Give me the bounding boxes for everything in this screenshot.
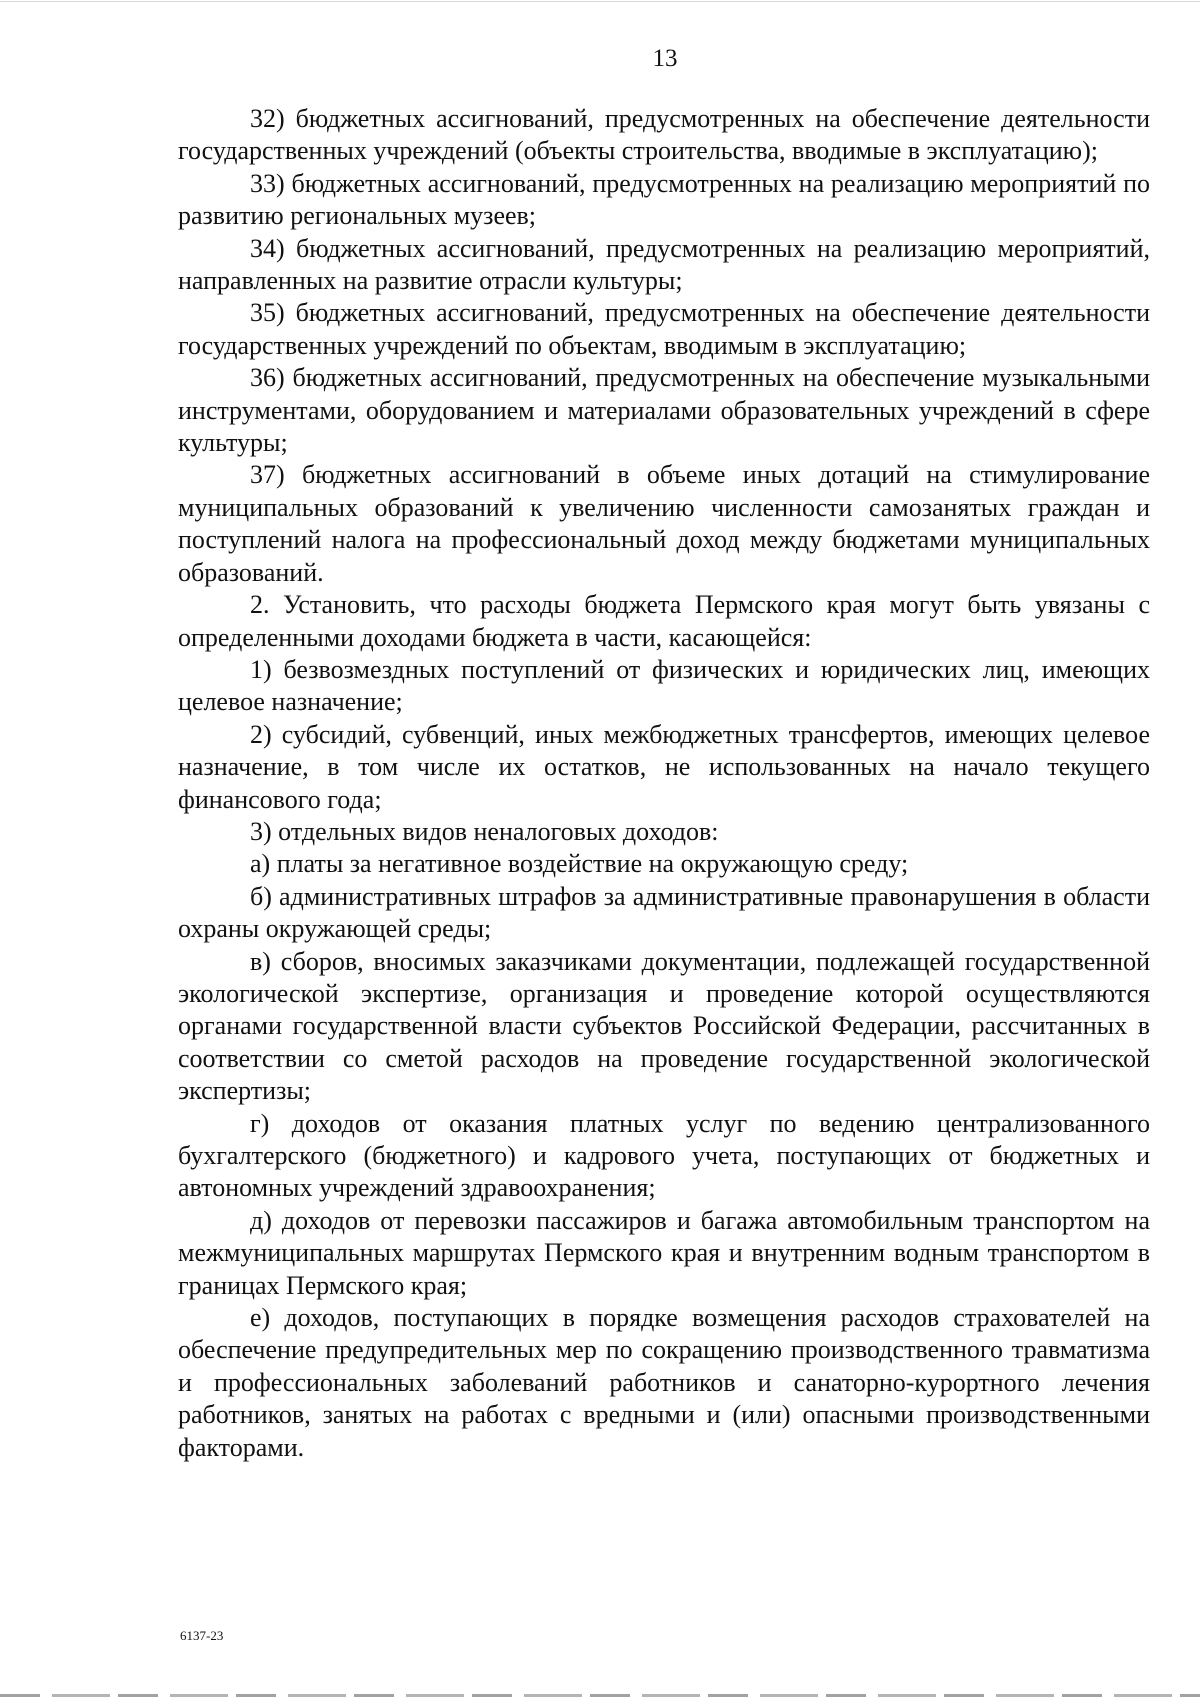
document-code: 6137-23 (180, 1628, 224, 1643)
paragraph-letter-v: в) сборов, вносимых заказчиками документации, подлежащей государственной экологической экспертизе, организация и проведение которой осуществляются органами государственной власти субъектов Российской Федерации, рассчитанных в соответствии со сметой расходов на проведение государственной экологической экспертизы; (178, 946, 1150, 1106)
paragraph-item-34: 34) бюджетных ассигнований, предусмотренных на реализацию мероприятий, направленных на развитие отрасли культуры; (178, 233, 1150, 296)
paragraph-letter-a: а) платы за негативное воздействие на окружающую среду; (250, 849, 909, 879)
scan-bottom-edge (0, 1694, 1200, 1697)
paragraph-item-32: 32) бюджетных ассигнований, предусмотренных на обеспечение деятельности государственных учреждений (объекты строительства, вводимые в эксплуатацию); (178, 104, 1150, 166)
scan-top-edge (0, 1, 1200, 2)
paragraph-clause-2: 2. Установить, что расходы бюджета Пермского края могут быть увязаны с определенными доходами бюджета в части, касающейся: (178, 590, 1150, 652)
document-body (178, 103, 1150, 1464)
paragraph-item-35: 35) бюджетных ассигнований, предусмотренных на обеспечение деятельности государственных учреждений по объектам, вводимым в эксплуатацию; (178, 298, 1150, 360)
paragraph-letter-d: д) доходов от перевозки пассажиров и багажа автомобильным транспортом на межмуниципальных маршрутах Пермского края и внутренним водным транспортом в границах Пермского края; (178, 1205, 1150, 1300)
paragraph-item-37: 37) бюджетных ассигнований в объеме иных дотаций на стимулирование муниципальных образований к увеличению численности самозанятых граждан и поступлений налога на профессиональный доход между бюджетами муниципальных образований. (178, 460, 1150, 587)
paragraph-letter-g: г) доходов от оказания платных услуг по ведению централизованного бухгалтерского (бюджетного) и кадрового учета, поступающих от бюджетных и автономных учреждений здравоохранения; (178, 1108, 1150, 1203)
paragraph-letter-e: е) доходов, поступающих в порядке возмещения расходов страхователей на обеспечение предупредительных мер по сокращению производственного травматизма и профессиональных заболеваний работников и санаторно-курортного лечения работников, занятых на работах с вредными и (или) опасными производственными факторами. (178, 1303, 1150, 1462)
page-number: 13 (652, 45, 678, 72)
paragraph-subitem-3: 3) отдельных видов неналоговых доходов: (250, 816, 719, 846)
paragraph-item-36: 36) бюджетных ассигнований, предусмотренных на обеспечение музыкальными инструментами, оборудованием и материалами образовательных учреждений в сфере культуры; (178, 363, 1150, 458)
paragraph-letter-b: б) административных штрафов за административные правонарушения в области охраны окружающей среды; (178, 881, 1150, 944)
paragraph-subitem-2: 2) субсидий, субвенций, иных межбюджетных трансфертов, имеющих целевое назначение, в том числе их остатков, не использованных на начало текущего финансового года; (178, 719, 1150, 814)
paragraph-subitem-1: 1) безвозмездных поступлений от физических и юридических лиц, имеющих целевое назначение; (178, 654, 1150, 717)
paragraph-item-33: 33) бюджетных ассигнований, предусмотренных на реализацию мероприятий по развитию региональных музеев; (178, 168, 1150, 231)
